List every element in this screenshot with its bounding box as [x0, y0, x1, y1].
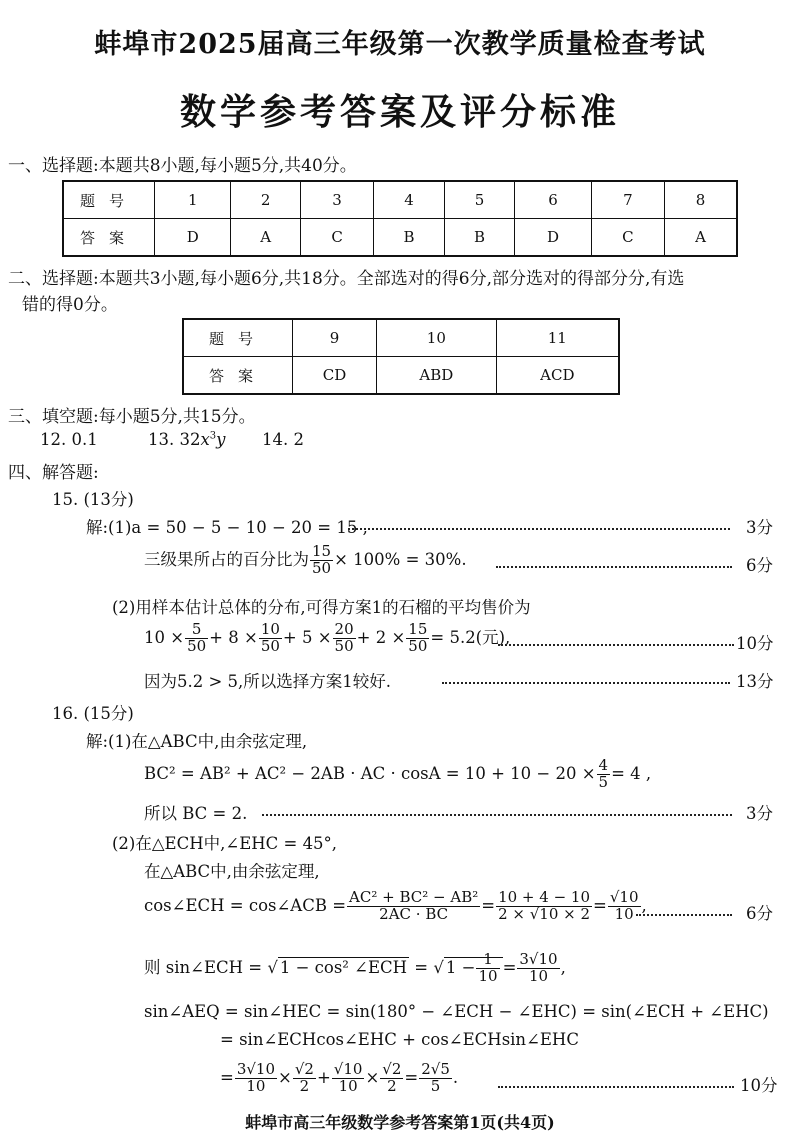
- score-label: 10分: [736, 634, 774, 653]
- text: .: [452, 1067, 459, 1087]
- text: 则 sin∠ECH =: [144, 957, 263, 977]
- text: 1 −: [445, 957, 476, 977]
- q16-line6: [144, 890, 647, 923]
- q15-line1: 解:(1)a = 50 − 5 − 10 − 20 = 15 ,: [86, 518, 368, 537]
- table-header-answer: 答案: [183, 357, 293, 395]
- denominator: 50: [312, 558, 332, 577]
- numerator: 3√10: [236, 1060, 276, 1078]
- score-label: 6分: [746, 556, 773, 575]
- table-cell: D: [155, 219, 231, 257]
- table-cell: 11: [496, 319, 619, 357]
- fraction: [185, 622, 208, 655]
- table-header-answer: 答案: [63, 219, 155, 257]
- section1-heading: 一、选择题:本题共8小题,每小题5分,共40分。: [8, 156, 357, 176]
- table-cell: 1: [155, 181, 231, 219]
- denominator: 2AC · BC: [379, 904, 449, 923]
- table-row: [183, 319, 619, 357]
- table-cell: 7: [591, 181, 664, 219]
- fraction: [347, 890, 480, 923]
- table-row: [63, 181, 737, 219]
- table-cell: ACD: [496, 357, 619, 395]
- q16-line1: 解:(1)在△ABC中,由余弦定理,: [86, 732, 308, 751]
- table-cell: C: [300, 219, 373, 257]
- text: = 5.2(元),: [430, 627, 511, 647]
- table-header-question: 题号: [183, 319, 293, 357]
- text: ,: [641, 895, 647, 915]
- text: =: [502, 957, 517, 977]
- table-cell: 10: [377, 319, 497, 357]
- section2-heading-line2: 错的得0分。: [22, 295, 118, 315]
- leader-dots: [498, 1086, 734, 1088]
- numerator: √10: [609, 888, 639, 906]
- leader-dots: [636, 914, 732, 916]
- table-cell: 6: [515, 181, 591, 219]
- q16-line10: [220, 1062, 458, 1095]
- text: + 2 ×: [356, 627, 406, 647]
- denominator: 50: [187, 636, 207, 655]
- numerator: 4: [598, 756, 609, 774]
- table-cell: D: [515, 219, 591, 257]
- denominator: 2: [299, 1076, 310, 1095]
- text: = 4 ,: [611, 763, 652, 783]
- text: =: [220, 1067, 234, 1087]
- section1-answer-table: [62, 180, 738, 257]
- section3-heading: 三、填空题:每小题5分,共15分。: [8, 407, 256, 427]
- leader-dots: [262, 814, 732, 816]
- q16-line4: (2)在△ECH中,∠EHC = 45°,: [112, 834, 338, 853]
- text: ×: [365, 1067, 380, 1087]
- q15-line3: (2)用样本估计总体的分布,可得方案1的石榴的平均售价为: [112, 598, 531, 617]
- denominator: 10: [338, 1076, 358, 1095]
- table-cell: 8: [665, 181, 737, 219]
- text: 三级果所占的百分比为: [144, 549, 309, 569]
- denominator: 2 × √10 × 2: [498, 904, 591, 923]
- q16-title: 16. (15分): [52, 704, 134, 723]
- denominator: 50: [260, 636, 280, 655]
- table-cell: B: [444, 219, 515, 257]
- leader-dots: [442, 682, 730, 684]
- text: cos∠ECH = cos∠ACB =: [144, 895, 347, 915]
- fraction: [293, 1062, 316, 1095]
- numerator: √2: [382, 1060, 402, 1078]
- denominator: 5: [598, 772, 609, 791]
- q16-line7: 则 sin∠ECH = √ 1 − cos² ∠ECH = √ 1 − $\frac{1}{10}$ = $\frac{3√10}{10}$ ,: [144, 950, 566, 985]
- denominator: 50: [408, 636, 428, 655]
- score-label: 13分: [736, 672, 774, 691]
- table-cell: ABD: [377, 357, 497, 395]
- table-cell: 2: [231, 181, 300, 219]
- table-cell: 4: [374, 181, 445, 219]
- table-cell: CD: [293, 357, 377, 395]
- score-label: 3分: [746, 518, 773, 537]
- numerator: 10: [260, 620, 280, 638]
- q15-line5: 因为5.2 > 5,所以选择方案1较好.: [144, 672, 392, 691]
- denominator: 10: [528, 966, 549, 985]
- fraction: [333, 622, 356, 655]
- radicand: 1 − cos² ∠ECH: [279, 957, 408, 977]
- table-header-question: 题号: [63, 181, 155, 219]
- text: =: [593, 895, 607, 915]
- fraction: [597, 758, 611, 791]
- answer-13-var: y: [216, 430, 226, 449]
- text: ,: [560, 957, 566, 977]
- numerator: 15: [312, 542, 332, 560]
- denominator: 10: [614, 904, 634, 923]
- table-cell: C: [591, 219, 664, 257]
- fill-answer-12: 12. 0.1: [40, 430, 98, 449]
- denominator: 50: [334, 636, 354, 655]
- numerator: 2√5: [421, 1060, 450, 1078]
- text: =: [404, 1067, 419, 1087]
- numerator: 15: [408, 620, 428, 638]
- denominator: 5: [430, 1076, 441, 1095]
- fraction: [380, 1062, 403, 1095]
- fraction: [310, 544, 333, 577]
- q16-line8: sin∠AEQ = sin∠HEC = sin(180° − ∠ECH − ∠EHC) = sin(∠ECH + ∠EHC): [144, 1002, 769, 1021]
- section2-answer-table: [182, 318, 620, 395]
- document-title: 蚌埠市2025届高三年级第一次教学质量检查考试: [94, 29, 706, 60]
- denominator: 2: [387, 1076, 397, 1095]
- numerator: 10 + 4 − 10: [496, 890, 592, 907]
- numerator: 20: [334, 620, 354, 638]
- q16-line9: = sin∠ECHcos∠EHC + cos∠ECHsin∠EHC: [220, 1030, 579, 1049]
- fraction: [496, 890, 592, 923]
- text: =: [481, 895, 496, 915]
- table-cell: B: [374, 219, 445, 257]
- fraction: [259, 622, 282, 655]
- score-label: 6分: [746, 904, 773, 923]
- table-row: [63, 219, 737, 257]
- numerator: 5: [185, 622, 208, 639]
- score-label: 10分: [740, 1076, 778, 1095]
- fraction: [476, 952, 499, 985]
- denominator: 10: [478, 966, 498, 985]
- table-cell: 3: [300, 181, 373, 219]
- table-row: [183, 357, 619, 395]
- numerator: AC² + BC² − AB²: [349, 888, 479, 906]
- numerator: 3√10: [519, 950, 558, 968]
- fraction: [332, 1062, 365, 1095]
- text: +: [316, 1067, 331, 1087]
- fill-answer-13: [148, 430, 226, 449]
- answer-13-var: x: [200, 430, 210, 449]
- text: × 100% = 30%.: [334, 549, 467, 569]
- text: + 5 ×: [282, 627, 332, 647]
- numerator: √2: [294, 1060, 314, 1078]
- text: BC² = AB² + AC² − 2AB · AC · cosA = 10 + 10 − 20 ×: [144, 763, 596, 783]
- leader-dots: [496, 566, 732, 568]
- leader-dots: [498, 644, 734, 646]
- score-label: 3分: [746, 804, 773, 823]
- q15-title: 15. (13分): [52, 490, 134, 509]
- table-cell: A: [231, 219, 300, 257]
- section4-heading: 四、解答题:: [8, 463, 99, 483]
- denominator: 10: [246, 1076, 266, 1095]
- document-subtitle: 数学参考答案及评分标准: [179, 91, 620, 133]
- text: =: [414, 957, 429, 977]
- radicand: [444, 950, 503, 985]
- text: 10 ×: [144, 627, 185, 647]
- table-cell: 5: [444, 181, 515, 219]
- q16-line5: 在△ABC中,由余弦定理,: [144, 862, 320, 881]
- fill-answer-14: 14. 2: [262, 430, 304, 449]
- fraction: [406, 622, 429, 655]
- fraction: [419, 1062, 452, 1095]
- fraction: [235, 1062, 277, 1095]
- q15-line2: [144, 544, 467, 577]
- text: + 8 ×: [209, 627, 258, 647]
- table-cell: A: [665, 219, 737, 257]
- fraction: [608, 890, 641, 923]
- leader-dots: [348, 528, 730, 530]
- page-footer: 蚌埠市高三年级数学参考答案第1页(共4页): [245, 1113, 555, 1132]
- section2-heading-line1: 二、选择题:本题共3小题,每小题6分,共18分。全部选对的得6分,部分选对的得部分分,有选: [8, 269, 685, 289]
- answer-13-exp: 3: [209, 430, 217, 442]
- fraction: [517, 952, 559, 985]
- table-cell: 9: [293, 319, 377, 357]
- q15-line4: [144, 622, 510, 655]
- numerator: 1: [476, 952, 499, 969]
- numerator: √10: [333, 1060, 363, 1078]
- answer-13-coef: 13. 32: [148, 430, 201, 449]
- q16-line3: 所以 BC = 2.: [144, 804, 248, 823]
- q16-line2: [144, 758, 651, 791]
- text: ×: [278, 1067, 292, 1087]
